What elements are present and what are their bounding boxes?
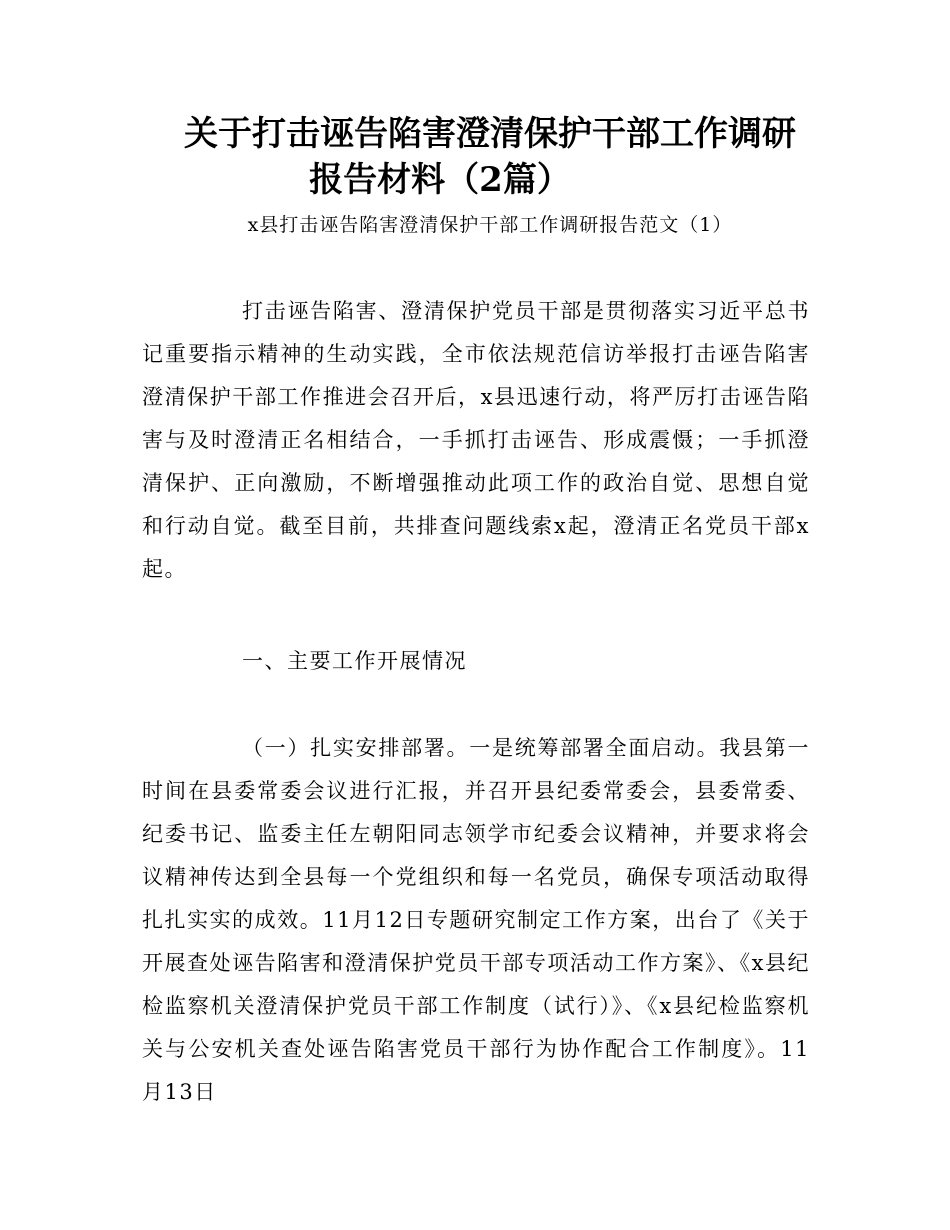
paragraph-intro: 打击诬告陷害、澄清保护党员干部是贯彻落实习近平总书记重要指示精神的生动实践，全市依法规范信访举报打击诬告陷害澄清保护干部工作推进会召开后，x县迅速行动，将严厉打击诬告陷害与及时澄清正名相结合，一手抓打击诬告、形成震慑；一手抓澄清保护、正向激励，不断增强推动此项工作的政治自觉、思想自觉和行动自觉。截至目前，共排查问题线索x起，澄清正名党员干部x起。 — [142, 299, 810, 581]
document-title-line-1: 关于打击诬告陷害澄清保护干部工作调研 — [184, 114, 796, 154]
section-heading: 一、主要工作开展情况 — [242, 649, 467, 673]
paragraph-deployment: （一）扎实安排部署。一是统筹部署全面启动。我县第一时间在县委常委会议进行汇报，并召开县纪委常委会，县委常委、纪委书记、监委主任左朝阳同志领学市纪委会议精神，并要求将会议精神传达到全县每一个党组织和每一名党员，确保专项活动取得扎扎实实的成效。11月12日专题研究制定工作方案，出台了《关于开展查处诬告陷害和澄清保护党员干部专项活动工作方案》、《x县纪检监察机关澄清保护党员干部工作制度（试行）》、《x县纪检监察机关与公安机关查处诬告陷害党员干部行为协作配合工作制度》。11月13日 — [142, 736, 810, 1104]
document-title-line-2: 报告材料（2篇） — [309, 160, 571, 200]
document-subtitle: x县打击诬告陷害澄清保护干部工作调研报告范文（1） — [247, 214, 733, 236]
